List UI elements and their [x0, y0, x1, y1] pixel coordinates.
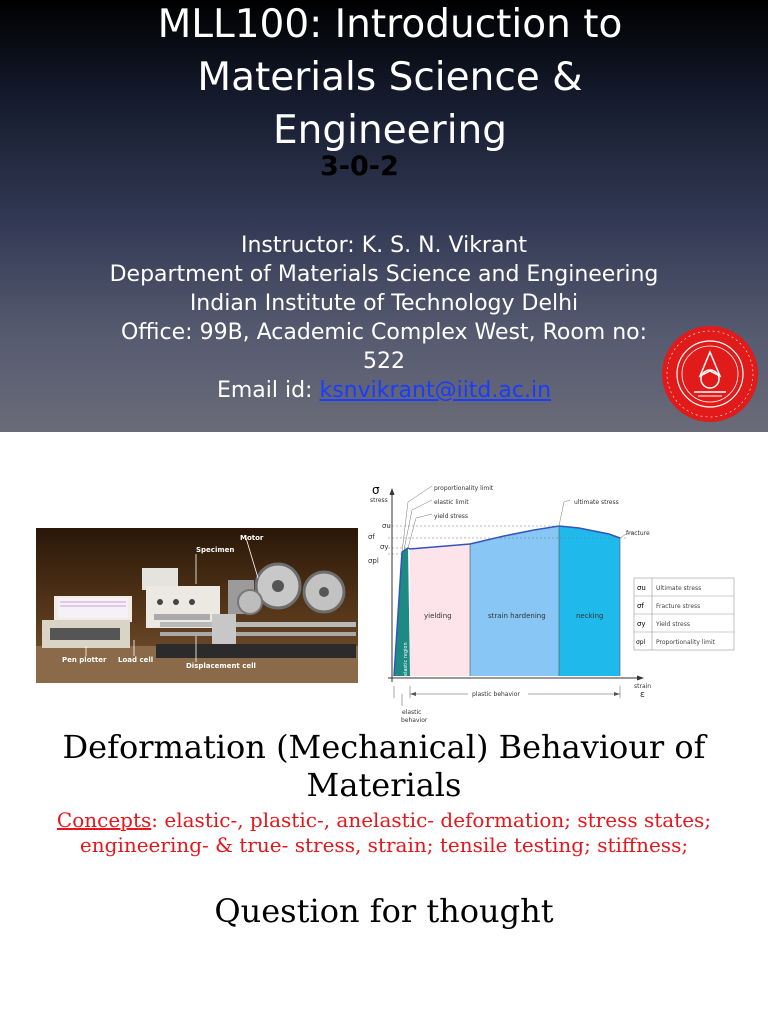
iit-delhi-logo [660, 324, 760, 424]
sigma-y-label: σy [380, 543, 389, 551]
email-label: Email id: [216, 378, 320, 403]
stress-legend-table [634, 578, 734, 650]
legend-symbol-3: σpl [636, 639, 646, 646]
instructor-name: Instructor: K. S. N. Vikrant [240, 233, 528, 258]
legend-symbol-0: σu [637, 584, 646, 592]
yielding-region-fill [410, 544, 470, 676]
x-axis-symbol: ε [640, 690, 645, 700]
specimen-label: Specimen [196, 546, 235, 554]
displacement-cell-label: Displacement cell [186, 662, 256, 670]
department: Department of Materials Science and Engineering [109, 262, 659, 287]
title-line-1: MLL100: Introduction to [157, 2, 623, 47]
x-axis-word: strain [634, 683, 652, 690]
concepts-label: Concepts [56, 808, 152, 832]
plastic-behavior-label: plastic behavior [472, 691, 520, 698]
title-line-2: Materials Science & [197, 55, 583, 100]
proportionality-limit-label: proportionality limit [434, 485, 494, 492]
yielding-label: yielding [424, 612, 452, 620]
stress-strain-diagram [364, 482, 768, 726]
yield-stress-annotation: yield stress [434, 513, 469, 520]
sigma-pl-label: σpl [368, 557, 379, 565]
question-heading: Question for thought [214, 892, 554, 930]
load-cell-label: Load cell [118, 656, 154, 664]
email-row [0, 376, 768, 405]
y-axis-symbol: σ [372, 483, 380, 497]
strain-hardening-region-fill [470, 526, 559, 676]
institute: Indian Institute of Technology Delhi [189, 291, 579, 316]
email-link[interactable]: ksnvikrant@iitd.ac.in [319, 378, 552, 403]
slide-heading [0, 728, 768, 804]
heading-line-1: Deformation (Mechanical) Behaviour of [62, 728, 706, 766]
legend-symbol-2: σy [637, 620, 646, 628]
slide-title [0, 0, 768, 157]
legend-label-3: Proportionality limit [656, 639, 715, 646]
sigma-u-label: σu [382, 522, 391, 530]
heading-line-2: Materials [306, 766, 462, 804]
legend-label-2: Yield stress [656, 621, 690, 628]
elastic-behavior-label-1: elastic [402, 709, 422, 716]
elastic-behavior-label-2: behavior [401, 717, 428, 724]
legend-symbol-1: σf [637, 602, 644, 610]
elastic-region-label: elastic region [403, 642, 409, 676]
office-line-1: Office: 99B, Academic Complex West, Room no: [120, 320, 648, 345]
elastic-limit-label: elastic limit [434, 499, 469, 506]
concepts-body: : elastic-, plastic-, anelastic- deformation; stress states; engineering- & true- stress, strain; tensile testing; stiffness; [79, 808, 712, 857]
legend-label-0: Ultimate stress [656, 585, 702, 592]
concepts-text [0, 808, 768, 864]
instructor-info [0, 231, 768, 405]
fracture-annotation: fracture [626, 530, 650, 537]
tensile-machine-photo [36, 528, 358, 683]
necking-label: necking [576, 612, 604, 620]
sigma-f-label: σf [368, 533, 375, 541]
motor-label: Motor [240, 534, 264, 542]
ultimate-stress-annotation: ultimate stress [574, 499, 619, 506]
office-line-2: 522 [363, 349, 405, 374]
y-axis-word: stress [370, 497, 388, 504]
course-credits: 3-0-2 [320, 151, 399, 182]
pen-plotter-label: Pen plotter [62, 656, 107, 664]
content-slide [0, 432, 768, 1024]
strain-hardening-label: strain hardening [488, 612, 546, 620]
legend-label-1: Fracture stress [656, 603, 701, 610]
necking-region-fill [559, 526, 620, 676]
title-line-3: Engineering [273, 108, 507, 153]
title-slide [0, 0, 768, 432]
